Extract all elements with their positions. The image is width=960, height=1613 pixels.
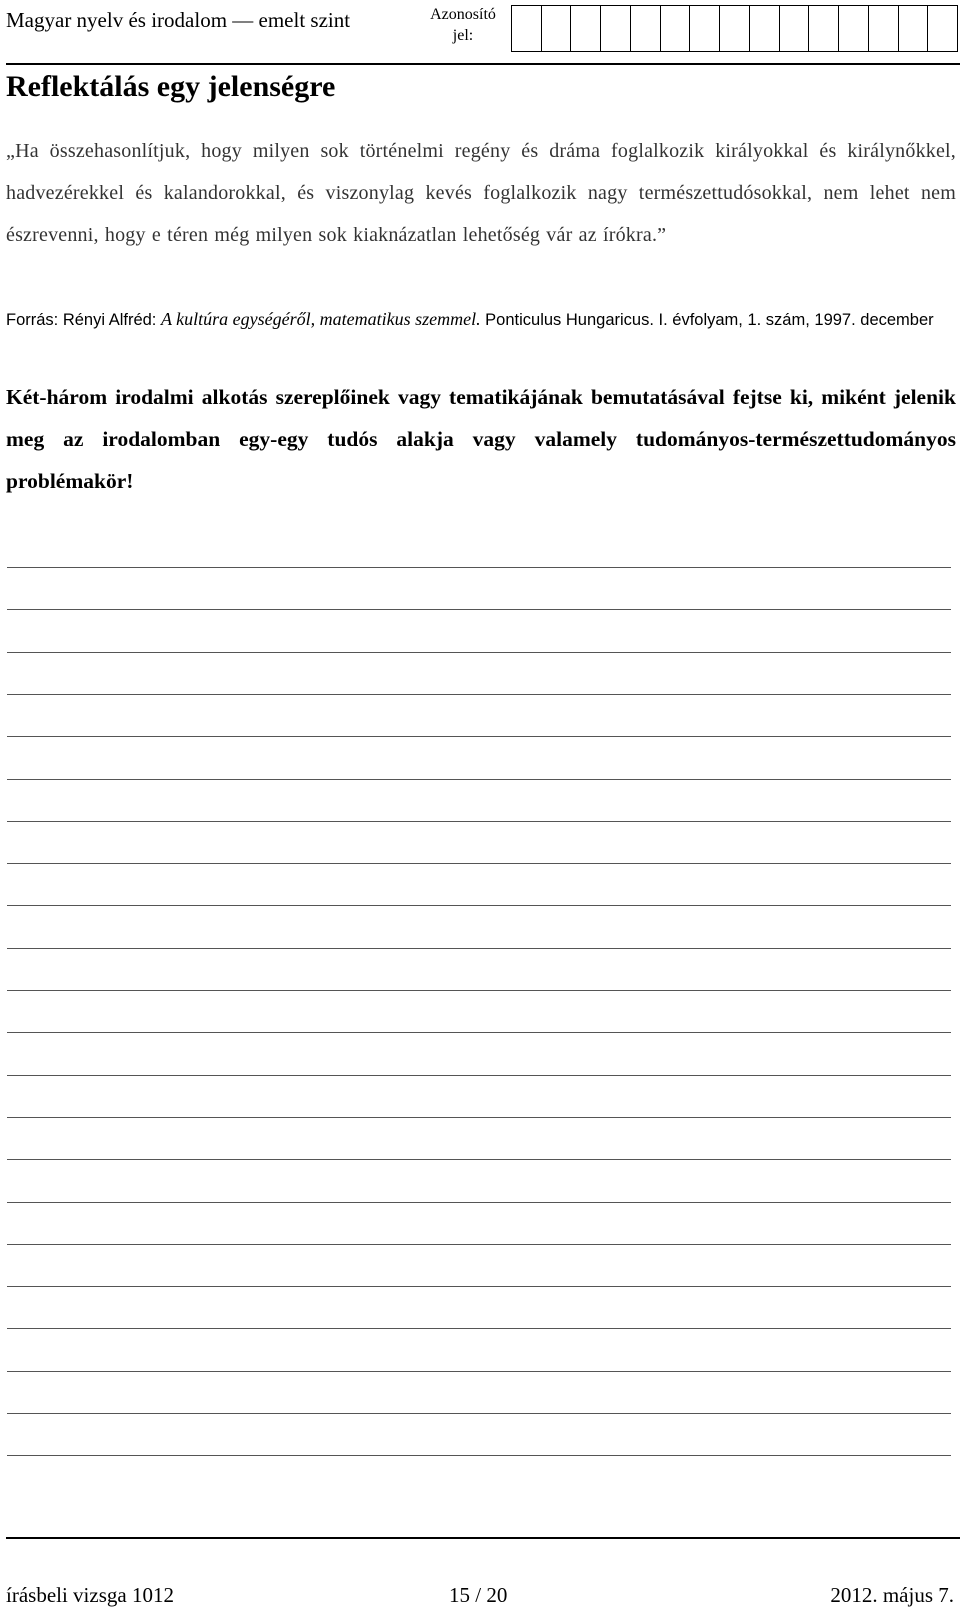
id-code-box[interactable] xyxy=(899,6,929,51)
id-code-boxes xyxy=(511,5,958,52)
answer-line xyxy=(7,1328,951,1329)
answer-line xyxy=(7,1371,951,1372)
footer-date: 2012. május 7. xyxy=(830,1583,954,1607)
answer-line xyxy=(7,567,951,568)
id-label-line2: jel: xyxy=(452,27,474,44)
answer-line xyxy=(7,1455,951,1456)
answer-line xyxy=(7,990,951,991)
footer-exam-code: írásbeli vizsga 1012 xyxy=(6,1583,174,1607)
id-code-box[interactable] xyxy=(928,6,958,51)
header-divider xyxy=(6,63,960,65)
answer-line xyxy=(7,609,951,610)
answer-line xyxy=(7,1075,951,1076)
source-prefix: Forrás: Rényi Alfréd: xyxy=(6,311,161,329)
id-code-box[interactable] xyxy=(661,6,691,51)
answer-line xyxy=(7,1032,951,1033)
task-title: Reflektálás egy jelenségre xyxy=(6,70,336,103)
answer-line xyxy=(7,1286,951,1287)
source-title: A kultúra egységéről, matematikus szemmel. xyxy=(160,309,481,329)
answer-line xyxy=(7,779,951,780)
quote-text: „Ha összehasonlítjuk, hogy milyen sok történelmi regény és dráma foglalkozik királyokkal és királynőkkel, hadvezérekkel és kalandorokkal, és viszonylag kevés foglalkozik nagy természettudósokkal, nem lehet nem észrevenni, hogy e téren még milyen sok kiaknázatlan lehetőség vár az írókra.” xyxy=(6,140,956,246)
id-label xyxy=(424,4,502,46)
id-code-box[interactable] xyxy=(512,6,542,51)
answer-line xyxy=(7,821,951,822)
task-prompt: Két-három irodalmi alkotás szereplőinek vagy tematikájának bemutatásával fejtse ki, miként jelenik meg az irodalomban egy-egy tudós alakja vagy valamely tudományos-természettudományos problémakör! xyxy=(6,385,956,493)
id-code-box[interactable] xyxy=(780,6,810,51)
answer-line xyxy=(7,1117,951,1118)
answer-line xyxy=(7,863,951,864)
id-code-box[interactable] xyxy=(720,6,750,51)
answer-line xyxy=(7,1244,951,1245)
answer-line xyxy=(7,1159,951,1160)
id-code-box[interactable] xyxy=(839,6,869,51)
id-code-box[interactable] xyxy=(631,6,661,51)
answer-line xyxy=(7,948,951,949)
answer-line xyxy=(7,905,951,906)
id-code-box[interactable] xyxy=(809,6,839,51)
header-title: Magyar nyelv és irodalom — emelt szint xyxy=(6,8,351,32)
id-code-box[interactable] xyxy=(571,6,601,51)
answer-line xyxy=(7,736,951,737)
id-label-line1: Azonosító xyxy=(430,6,496,23)
answer-line xyxy=(7,652,951,653)
id-code-box[interactable] xyxy=(690,6,720,51)
id-code-box[interactable] xyxy=(750,6,780,51)
footer-page-number: 15 / 20 xyxy=(449,1583,508,1607)
source-suffix: Ponticulus Hungaricus. I. évfolyam, 1. szám, 1997. december xyxy=(480,311,934,329)
id-code-box[interactable] xyxy=(542,6,572,51)
source-citation xyxy=(6,308,956,332)
answer-line xyxy=(7,694,951,695)
answer-line xyxy=(7,1202,951,1203)
id-code-box[interactable] xyxy=(869,6,899,51)
id-code-box[interactable] xyxy=(601,6,631,51)
answer-line xyxy=(7,1413,951,1414)
footer-divider xyxy=(6,1537,960,1539)
